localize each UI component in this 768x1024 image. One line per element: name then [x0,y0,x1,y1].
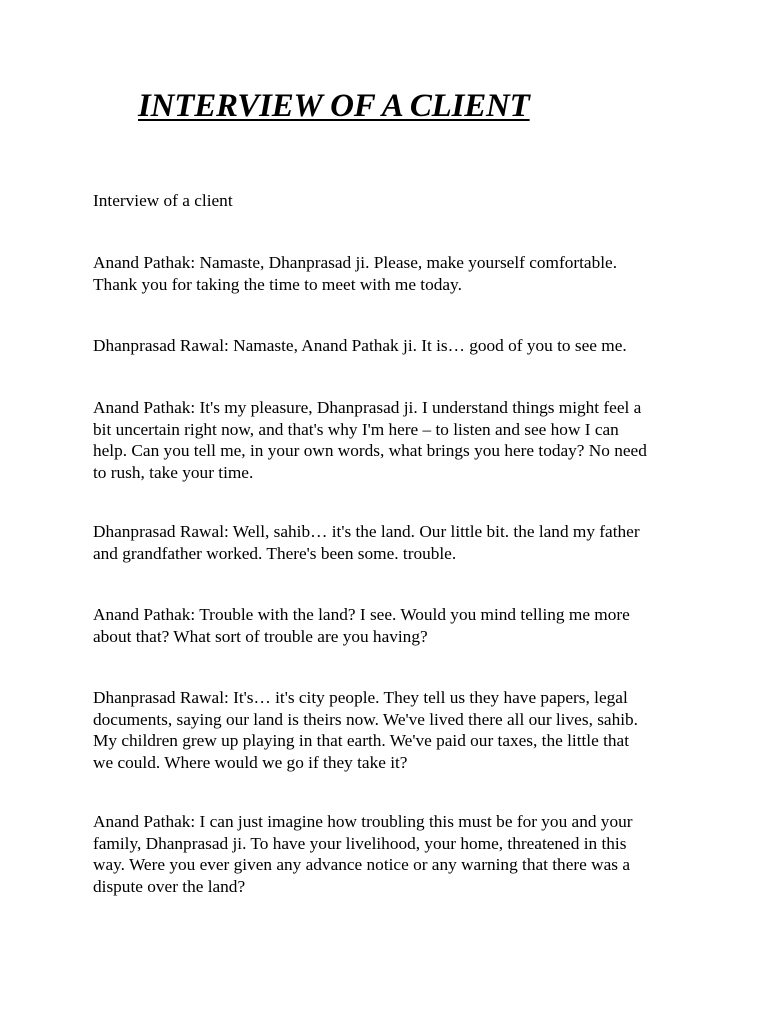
text-line: My children grew up playing in that earth. We've paid our taxes, the little that [93,731,630,750]
text-line: documents, saying our land is theirs now. We've lived there all our lives, sahib. [93,709,639,729]
text-line: Anand Pathak: Namaste, Dhanprasad ji. Please, make yourself comfortable. [93,253,618,272]
text-line: Thank you for taking the time to meet with me today. [93,274,462,294]
dialogue-paragraph [93,335,693,357]
text-line: Anand Pathak: It's my pleasure, Dhanprasad ji. I understand things might feel a [93,398,642,417]
document-title: INTERVIEW OF A CLIENT [138,88,530,124]
dialogue-paragraph [93,252,693,295]
dialogue-paragraph [93,397,693,483]
text-line: to rush, take your time. [93,462,254,482]
dialogue-paragraph [93,521,693,564]
text-line: help. Can you tell me, in your own words, what brings you here today? No need [93,441,647,460]
text-line: dispute over the land? [93,876,246,896]
text-line: Dhanprasad Rawal: Namaste, Anand Pathak ji. It is… good of you to see me. [93,336,627,355]
text-line: Anand Pathak: Trouble with the land? I see. Would you mind telling me more [93,605,630,624]
text-line: we could. Where would we go if they take it? [93,752,408,772]
text-line: bit uncertain right now, and that's why I'm here – to listen and see how I can [93,419,619,439]
text-line: Anand Pathak: I can just imagine how troubling this must be for you and your [93,812,633,831]
text-line: and grandfather worked. There's been some. trouble. [93,543,457,563]
text-line: Dhanprasad Rawal: It's… it's city people. They tell us they have papers, legal [93,688,628,707]
text-line: about that? What sort of trouble are you having? [93,626,428,646]
dialogue-paragraph [93,811,693,897]
dialogue-paragraph [93,604,693,647]
text-line: way. Were you ever given any advance notice or any warning that there was a [93,855,630,874]
dialogue-paragraph [93,687,693,773]
text-line: Dhanprasad Rawal: Well, sahib… it's the land. Our little bit. the land my father [93,522,640,541]
text-line: family, Dhanprasad ji. To have your livelihood, your home, threatened in this [93,833,627,853]
document-subtitle: Interview of a client [93,191,233,210]
